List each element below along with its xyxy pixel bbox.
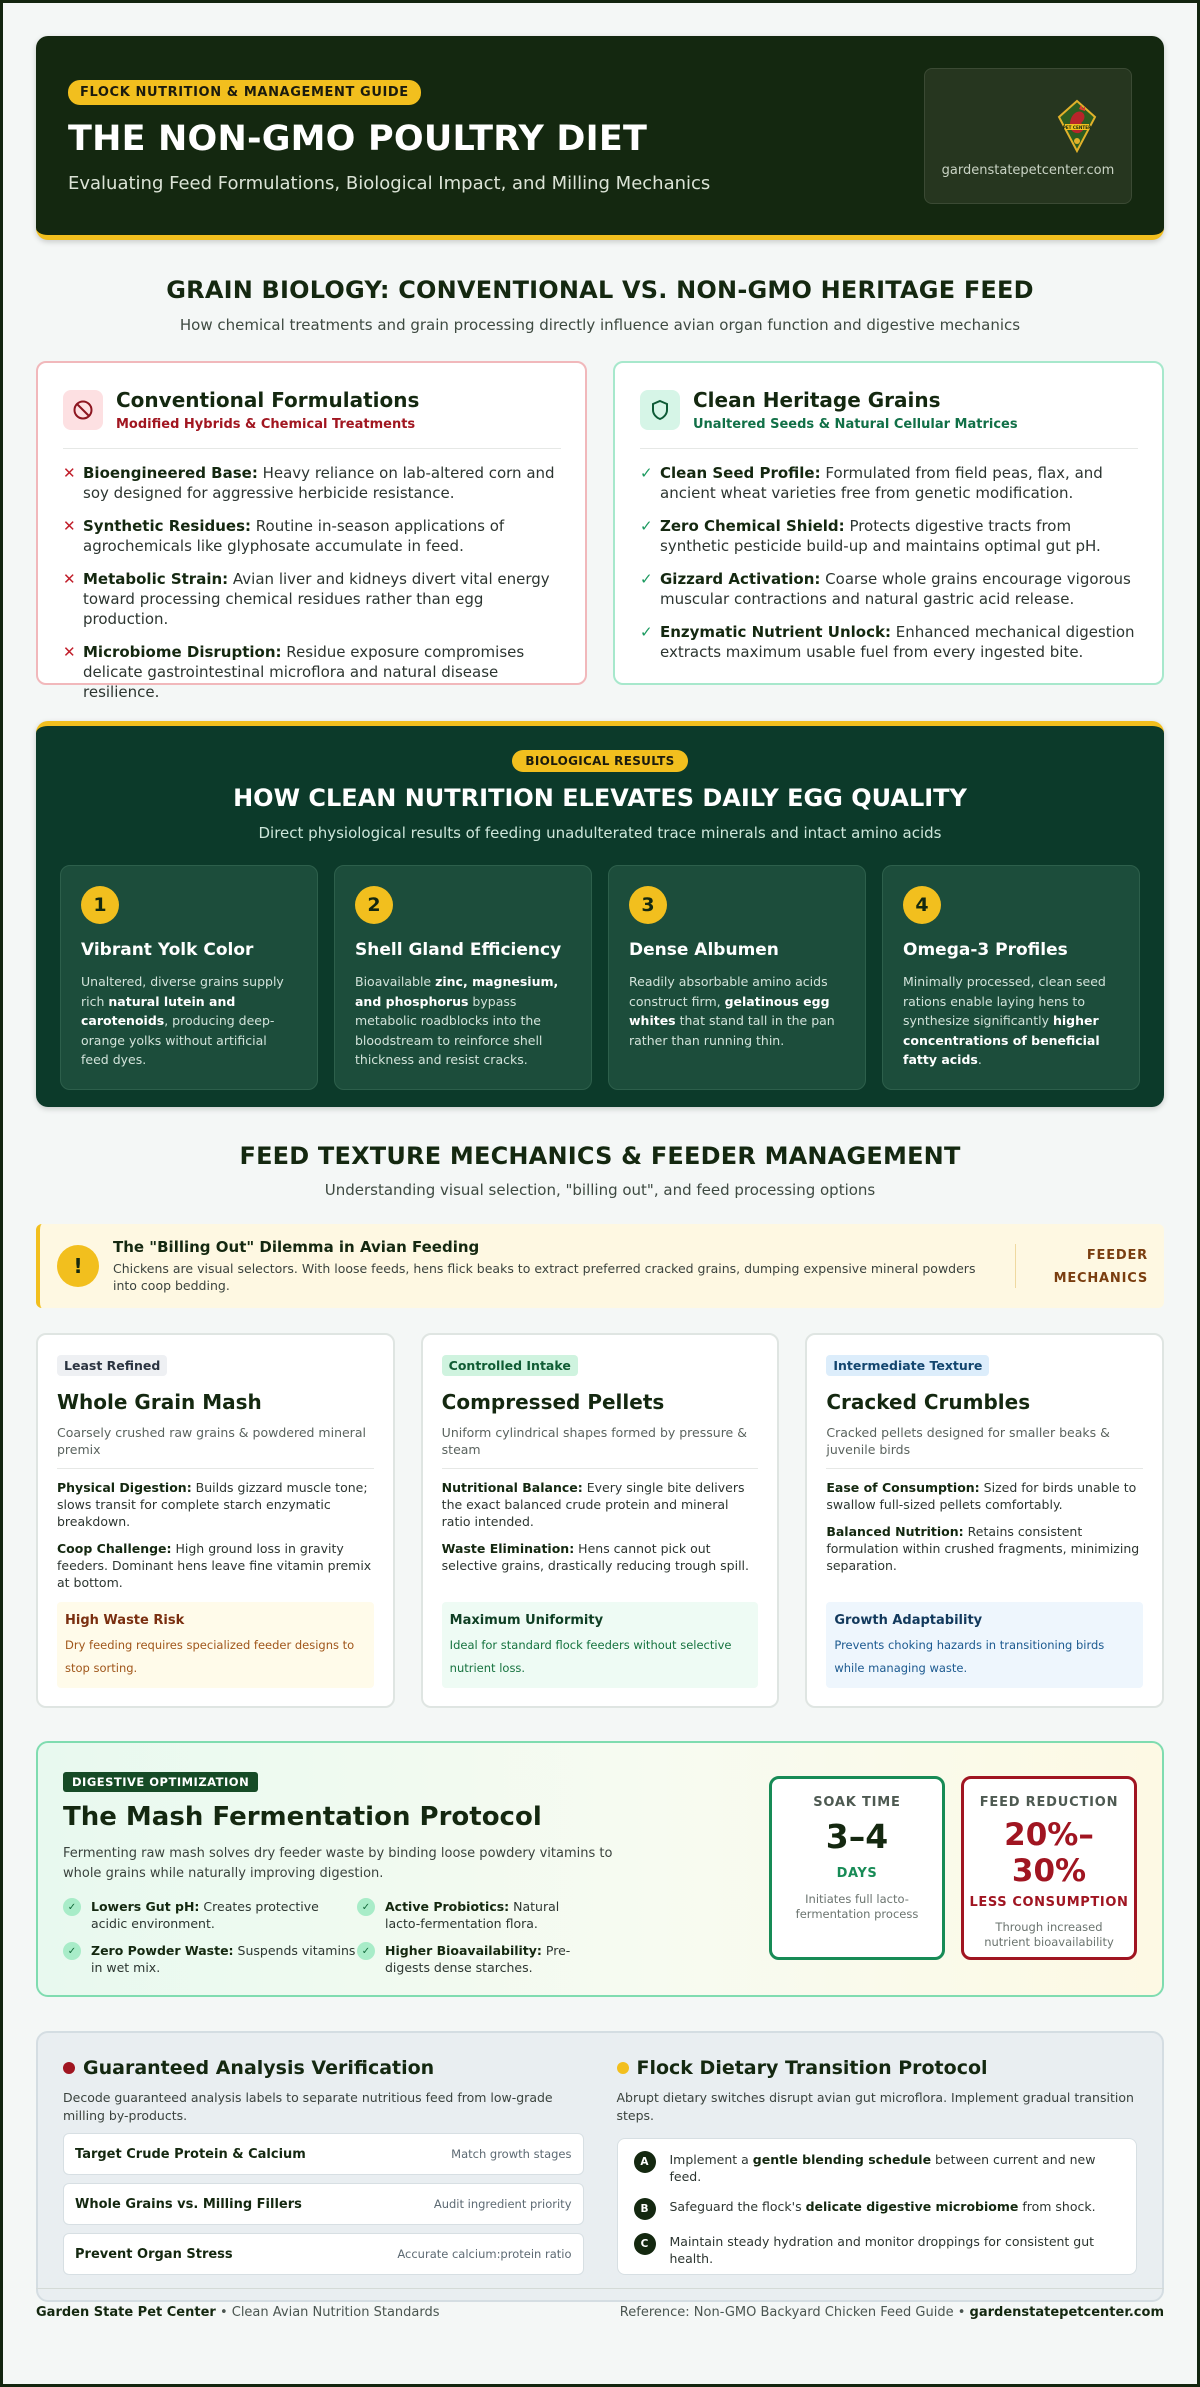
fermentation-title: The Mash Fermentation Protocol <box>63 1802 542 1832</box>
result-text: Bioavailable zinc, magnesium, and phosphorus bypass metabolic roadblocks into the bloodstream to reinforce shell thickness and resist cracks. <box>355 974 559 1067</box>
analysis-column <box>63 2057 584 2300</box>
list-item: ✓ Gizzard Activation: Coarse whole grains encourage vigorous muscular contractions and natural gastric acid release. <box>640 570 1131 608</box>
digestive-badge: DIGESTIVE OPTIMIZATION <box>63 1772 258 1792</box>
feed-type-title: Cracked Crumbles <box>826 1390 1031 1414</box>
analysis-row: Whole Grains vs. Milling Fillers Audit ingredient priority <box>63 2183 584 2225</box>
results-subtitle: Direct physiological results of feeding unadulterated trace minerals and intact amino acids <box>258 824 942 842</box>
feed-point: Ease of Consumption: Sized for birds unable to swallow full-sized pellets comfortably. <box>826 1480 1137 1512</box>
check-icon: ✓ <box>357 1898 375 1916</box>
pellets-card <box>421 1333 780 1708</box>
brand-logo-box[interactable] <box>924 68 1132 204</box>
feed-point: Balanced Nutrition: Retains consistent formulation within crushed fragments, minimizing separation. <box>826 1524 1140 1573</box>
refinement-tag: Intermediate Texture <box>826 1355 989 1376</box>
logo-lettering: PET CENTER <box>1062 125 1092 130</box>
check-icon: ✓ <box>640 623 653 641</box>
mash-card <box>36 1333 395 1708</box>
footer-brand: Garden State Pet Center • Clean Avian Nutrition Standards <box>36 2305 440 2320</box>
check-icon: ✓ <box>63 1898 81 1916</box>
crumbles-card <box>805 1333 1164 1708</box>
feed-type-desc: Cracked pellets designed for smaller beaks & juvenile birds <box>826 1425 1110 1457</box>
feed-type-desc: Uniform cylindrical shapes formed by pressure & steam <box>441 1425 747 1457</box>
analysis-row: Prevent Organ Stress Accurate calcium:protein ratio <box>63 2233 584 2275</box>
biology-subtitle: How chemical treatments and grain processing directly influence avian organ function and digestive mechanics <box>179 316 1021 334</box>
transition-step: B Safeguard the flock's delicate digestive microbiome from shock. <box>634 2198 1121 2220</box>
refinement-tag: Least Refined <box>57 1355 167 1376</box>
guide-badge: FLOCK NUTRITION & MANAGEMENT GUIDE <box>68 80 421 105</box>
feed-point: Nutritional Balance: Every single bite delivers the exact balanced crude protein and mineral ratio intended. <box>441 1480 745 1529</box>
list-item: ✕ Synthetic Residues: Routine in-season applications of agrochemicals like glyphosate accumulate in feed. <box>63 517 505 555</box>
cross-icon: ✕ <box>63 517 76 535</box>
heritage-list <box>640 463 1138 662</box>
check-icon: ✓ <box>640 570 653 588</box>
check-icon: ✓ <box>640 517 653 535</box>
feed-point: Waste Elimination: Hens cannot pick out selective grains, drastically reducing trough spill. <box>441 1541 749 1573</box>
rooster-logo-icon <box>1055 99 1099 153</box>
list-item: ✓ Clean Seed Profile: Formulated from field peas, flax, and ancient wheat varieties free from genetic modification. <box>640 464 1103 502</box>
transition-step: A Implement a gentle blending schedule between current and new feed. <box>634 2151 1121 2185</box>
conventional-subtitle: Modified Hybrids & Chemical Treatments <box>116 417 416 432</box>
result-card-omega <box>882 865 1140 1090</box>
page <box>3 3 1197 2384</box>
footer-reference: Reference: Non-GMO Backyard Chicken Feed Guide • gardenstatepetcenter.com <box>619 2305 1164 2320</box>
transition-heading: Flock Dietary Transition Protocol <box>617 2057 1138 2079</box>
alert-tag: FEEDER MECHANICS <box>1015 1244 1148 1288</box>
divider <box>442 1468 759 1469</box>
fermentation-panel <box>36 1741 1164 1997</box>
fermentation-desc: Fermenting raw mash solves dry feeder waste by binding loose powdery vitamins to whole grains while naturally improving digestion. <box>63 1846 613 1881</box>
texture-grid <box>36 1333 1164 1708</box>
check-icon: ✓ <box>640 464 653 482</box>
feed-note: Growth Adaptability Prevents choking hazards in transitioning birds while managing waste. <box>826 1602 1143 1688</box>
feed-type-title: Whole Grain Mash <box>57 1390 262 1414</box>
page-footer <box>36 2288 1164 2320</box>
biology-title: GRAIN BIOLOGY: CONVENTIONAL VS. NON-GMO HERITAGE FEED <box>166 276 1034 304</box>
feed-reduction-stat: FEED REDUCTION 20%– 30% LESS CONSUMPTION Through increased nutrient bioavailability <box>961 1776 1137 1960</box>
feed-point: Coop Challenge: High ground loss in gravity feeders. Dominant hens leave fine vitamin premix at bottom. <box>57 1541 372 1590</box>
list-item: ✓ Enzymatic Nutrient Unlock: Enhanced mechanical digestion extracts maximum usable fuel from every ingested bite. <box>640 623 1135 661</box>
hero-banner <box>36 36 1164 240</box>
check-icon: ✓ <box>63 1942 81 1960</box>
feed-type-title: Compressed Pellets <box>441 1390 665 1414</box>
result-title: Shell Gland Efficiency <box>355 940 562 960</box>
yellow-dot-icon <box>617 2062 629 2074</box>
transition-step: C Maintain steady hydration and monitor droppings for consistent gut health. <box>634 2233 1121 2267</box>
prohibited-icon <box>63 390 103 430</box>
analysis-heading: Guaranteed Analysis Verification <box>63 2057 584 2079</box>
result-text: Readily absorbable amino acids construct firm, gelatinous egg whites that stand tall in the pan rather than running thin. <box>629 974 835 1048</box>
benefit-item: ✓ Lowers Gut pH: Creates protective acidic environment. <box>63 1898 357 1932</box>
texture-title: FEED TEXTURE MECHANICS & FEEDER MANAGEMENT <box>239 1142 961 1170</box>
conventional-header <box>63 388 561 449</box>
result-card-albumen <box>608 865 866 1090</box>
conventional-title: Conventional Formulations <box>116 388 420 412</box>
feed-note: Maximum Uniformity Ideal for standard flock feeders without selective nutrient loss. <box>442 1602 759 1688</box>
result-title: Omega-3 Profiles <box>903 940 1068 960</box>
result-card-shell <box>334 865 592 1090</box>
results-badge: BIOLOGICAL RESULTS <box>512 750 687 772</box>
heritage-subtitle: Unaltered Seeds & Natural Cellular Matrices <box>693 417 1018 432</box>
heritage-title: Clean Heritage Grains <box>693 388 941 412</box>
feed-note: High Waste Risk Dry feeding requires specialized feeder designs to stop sorting. <box>57 1602 374 1688</box>
feed-type-desc: Coarsely crushed raw grains & powdered mineral premix <box>57 1425 366 1457</box>
red-dot-icon <box>63 2062 75 2074</box>
result-text: Minimally processed, clean seed rations enable laying hens to synthesize significantly higher concentrations of beneficial fatty acids. <box>903 974 1106 1067</box>
heritage-header <box>640 388 1138 449</box>
comparison-grid <box>36 361 1164 701</box>
transition-desc: Abrupt dietary switches disrupt avian gut microflora. Implement gradual transition steps. <box>616 2090 1134 2123</box>
alert-text: Chickens are visual selectors. With loose feeds, hens flick beaks to extract preferred cracked grains, dumping expensive mineral powders into coop bedding. <box>113 1261 976 1293</box>
page-subtitle: Evaluating Feed Formulations, Biological Impact, and Milling Mechanics <box>68 173 711 194</box>
list-item: ✕ Bioengineered Base: Heavy reliance on lab-altered corn and soy designed for aggressive herbicide resistance. <box>63 464 555 502</box>
conventional-list <box>63 463 561 702</box>
verification-panel <box>36 2031 1164 2302</box>
step-number: 3 <box>629 886 667 924</box>
alert-title: The "Billing Out" Dilemma in Avian Feeding <box>113 1238 480 1256</box>
result-card-yolk <box>60 865 318 1090</box>
billing-out-alert <box>36 1224 1164 1308</box>
benefit-item: ✓ Zero Powder Waste: Suspends vitamins in wet mix. <box>63 1942 357 1976</box>
step-number: 1 <box>81 886 119 924</box>
divider <box>57 1468 374 1469</box>
cross-icon: ✕ <box>63 570 76 588</box>
soak-time-stat: SOAK TIME 3–4 DAYS Initiates full lacto-fermentation process <box>769 1776 945 1960</box>
site-url[interactable]: gardenstatepetcenter.com <box>941 163 1115 178</box>
cross-icon: ✕ <box>63 643 76 661</box>
transition-steps <box>617 2138 1138 2275</box>
result-text: Unaltered, diverse grains supply rich natural lutein and carotenoids, producing deep-orange yolks without artificial feed dyes. <box>81 974 284 1067</box>
warning-icon: ! <box>57 1245 99 1287</box>
result-title: Dense Albumen <box>629 940 779 960</box>
analysis-row: Target Crude Protein & Calcium Match growth stages <box>63 2133 584 2175</box>
shield-icon <box>640 390 680 430</box>
analysis-desc: Decode guaranteed analysis labels to separate nutritious feed from low-grade milling by-products. <box>63 2090 553 2123</box>
list-item: ✕ Microbiome Disruption: Residue exposure compromises delicate gastrointestinal microflora and natural disease resilience. <box>63 643 525 701</box>
list-item: ✓ Zero Chemical Shield: Protects digestive tracts from synthetic pesticide build-up and maintains optimal gut pH. <box>640 517 1101 555</box>
benefit-item: ✓ Active Probiotics: Natural lacto-fermentation flora. <box>357 1898 587 1932</box>
transition-column <box>617 2057 1138 2300</box>
results-title: HOW CLEAN NUTRITION ELEVATES DAILY EGG QUALITY <box>233 784 967 812</box>
biology-section <box>36 276 1164 701</box>
benefit-item: ✓ Higher Bioavailability: Pre-digests dense starches. <box>357 1942 587 1976</box>
list-item: ✕ Metabolic Strain: Avian liver and kidneys divert vital energy toward processing chemical residues rather than egg production. <box>63 570 550 628</box>
cross-icon: ✕ <box>63 464 76 482</box>
divider <box>826 1468 1143 1469</box>
check-icon: ✓ <box>357 1942 375 1960</box>
heritage-card <box>613 361 1164 685</box>
conventional-card <box>36 361 587 701</box>
results-section <box>36 721 1164 1107</box>
step-number: 4 <box>903 886 941 924</box>
feed-point: Physical Digestion: Builds gizzard muscle tone; slows transit for complete starch enzymatic breakdown. <box>57 1480 368 1529</box>
refinement-tag: Controlled Intake <box>442 1355 578 1376</box>
step-number: 2 <box>355 886 393 924</box>
footer-site-link[interactable]: gardenstatepetcenter.com <box>969 2305 1164 2320</box>
texture-subtitle: Understanding visual selection, "billing out", and feed processing options <box>324 1181 876 1199</box>
results-grid <box>60 865 1140 1090</box>
texture-section <box>36 1142 1164 1708</box>
result-title: Vibrant Yolk Color <box>81 940 254 960</box>
page-title: THE NON-GMO POULTRY DIET <box>68 119 648 159</box>
